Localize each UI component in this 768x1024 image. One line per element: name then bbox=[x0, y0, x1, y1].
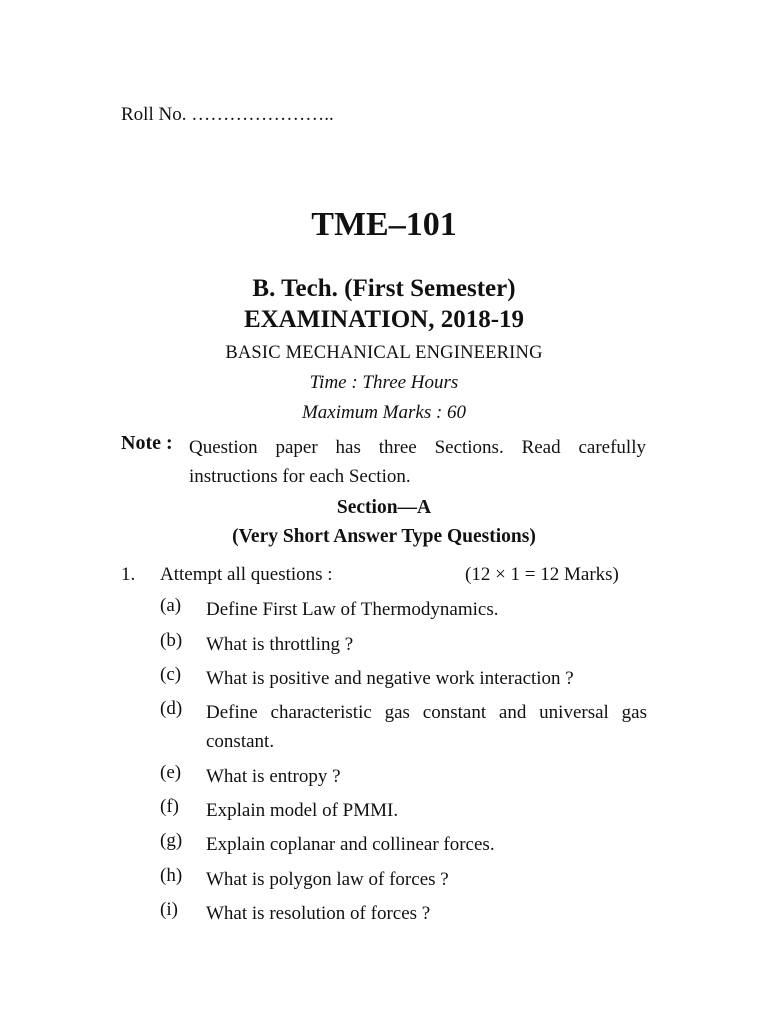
question-number: 1. bbox=[121, 564, 136, 585]
item-text: Explain model of PMMI. bbox=[206, 800, 399, 821]
item-label: (a) bbox=[160, 595, 182, 616]
item-label: (i) bbox=[160, 899, 178, 920]
note-text: Question paper has three Sections. Read carefully instructions for each Section. bbox=[189, 437, 646, 487]
item-text: What is throttling ? bbox=[206, 634, 354, 655]
question-marks: (12 × 1 = 12 Marks) bbox=[465, 564, 619, 585]
item-text: What is positive and negative work interaction ? bbox=[206, 668, 574, 689]
maximum-marks: Maximum Marks : 60 bbox=[301, 402, 467, 423]
note-label: Note : bbox=[121, 432, 173, 454]
item-text: What is resolution of forces ? bbox=[206, 903, 431, 924]
exam-title: EXAMINATION, 2018-19 bbox=[243, 306, 525, 333]
item-text: Define characteristic gas constant and universal gas constant. bbox=[206, 702, 647, 752]
roll-number-line: Roll No. ………………….. bbox=[121, 104, 334, 125]
item-text: What is entropy ? bbox=[206, 766, 341, 787]
item-label: (d) bbox=[160, 698, 183, 719]
paper-code: TME–101 bbox=[311, 206, 457, 243]
item-label: (e) bbox=[160, 762, 182, 783]
item-text: What is polygon law of forces ? bbox=[206, 869, 449, 890]
section-subtitle: (Very Short Answer Type Questions) bbox=[232, 526, 536, 547]
item-text: Define First Law of Thermodynamics. bbox=[206, 599, 499, 620]
item-label: (b) bbox=[160, 630, 183, 651]
item-label: (h) bbox=[160, 865, 183, 886]
item-label: (g) bbox=[160, 830, 183, 851]
section-title: Section—A bbox=[336, 497, 432, 518]
item-label: (f) bbox=[160, 796, 179, 817]
question-instruction: Attempt all questions : bbox=[160, 564, 333, 585]
item-label: (c) bbox=[160, 664, 182, 685]
exam-duration: Time : Three Hours bbox=[309, 372, 459, 393]
item-text: Explain coplanar and collinear forces. bbox=[206, 834, 495, 855]
course-title: B. Tech. (First Semester) bbox=[252, 275, 516, 302]
subject-name: BASIC MECHANICAL ENGINEERING bbox=[225, 343, 543, 363]
